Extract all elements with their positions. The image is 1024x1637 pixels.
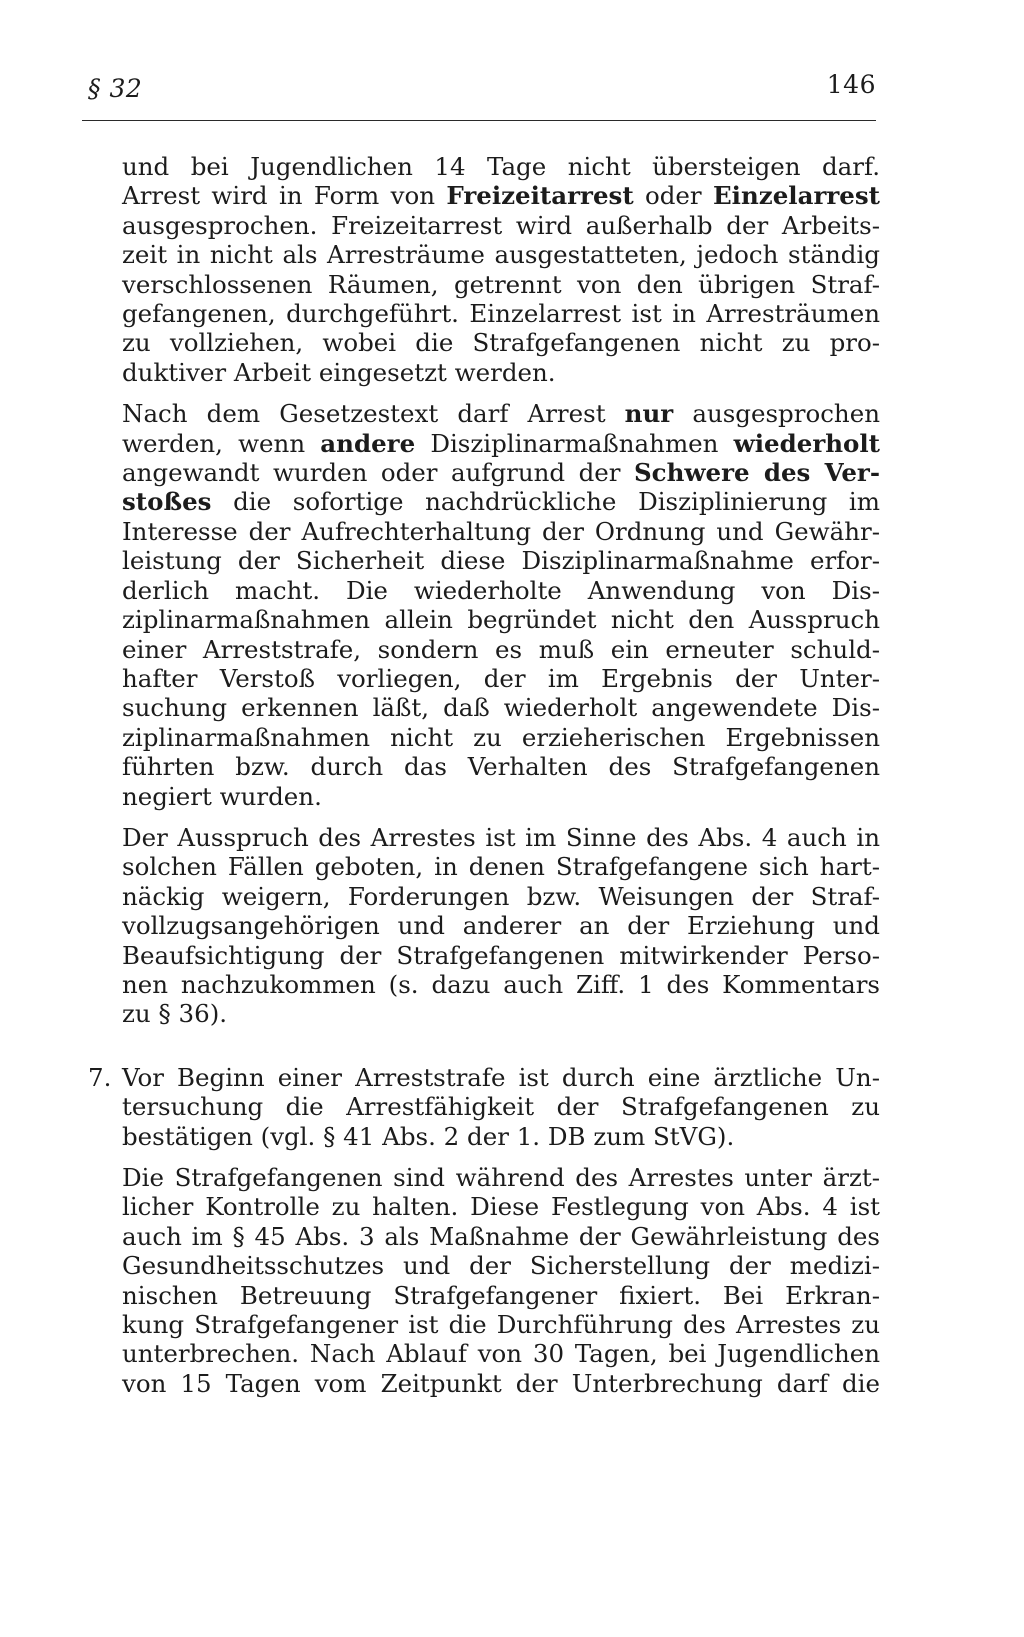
text-line: suchung erkennen läßt, daß wiederholt angewendete Dis- [122, 693, 880, 723]
bold-term: wiederholt [733, 428, 880, 458]
bold-term: Freizeitarrest [446, 181, 634, 211]
text-line: ziplinarmaßnahmen nicht zu erzieherischen Ergebnissen [122, 722, 880, 752]
bold-term: Schwere des Ver- [633, 458, 880, 488]
text-line: leistung der Sicherheit diese Disziplinarmaßnahme erfor- [122, 546, 880, 576]
text-line: tersuchung die Arrestfähigkeit der Strafgefangenen zu [122, 1092, 880, 1122]
paragraph [122, 152, 880, 387]
text-line: nischen Betreuung Strafgefangener fixiert. Bei Erkran- [122, 1280, 880, 1310]
bold-term: Einzelarrest [713, 181, 880, 211]
bold-term: andere [320, 428, 416, 458]
text-line: und bei Jugendlichen 14 Tage nicht übersteigen darf. [122, 152, 880, 181]
text-line: Nach dem Gesetzestext darf Arrest nur ausgesprochen [122, 399, 880, 429]
text-line: bestätigen (vgl. § 41 Abs. 2 der 1. DB zum StVG). [122, 1121, 735, 1151]
numbered-paragraph [88, 1062, 880, 1151]
paragraph-gap [122, 1029, 880, 1063]
item-number: 7. [88, 1062, 112, 1092]
text-line: ausgesprochen. Freizeitarrest wird außerhalb der Arbeits- [122, 210, 880, 240]
text-line: derlich macht. Die wiederholte Anwendung von Dis- [122, 575, 880, 605]
text-line: Interesse der Aufrechterhaltung der Ordnung und Gewähr- [122, 516, 880, 546]
text-line: gefangenen, durchgeführt. Einzelarrest ist in Arresträumen [122, 299, 880, 329]
text-line: werden, wenn andere Disziplinarmaßnahmen wiederholt [122, 428, 880, 458]
text-line: negiert wurden. [122, 781, 322, 811]
text-line: verschlossenen Räumen, getrennt von den übrigen Straf- [122, 269, 880, 299]
bold-term: nur [624, 399, 674, 429]
paragraph [122, 399, 880, 811]
paragraph [122, 1163, 880, 1398]
text-line: zeit in nicht als Arresträume ausgestatteten, jedoch ständig [122, 240, 880, 270]
text-line: licher Kontrolle zu halten. Diese Festlegung von Abs. 4 ist [122, 1192, 880, 1222]
running-head [84, 70, 876, 106]
text-line: Die Strafgefangenen sind während des Arrestes unter ärzt- [122, 1163, 880, 1192]
text-line: Gesundheitsschutzes und der Sicherstellung der medizi- [122, 1251, 880, 1281]
text-line: nen nachzukommen (s. dazu auch Ziff. 1 des Kommentars [122, 969, 880, 999]
text-line: solchen Fällen geboten, in denen Strafgefangene sich hart- [122, 852, 880, 882]
text-line: duktiver Arbeit eingesetzt werden. [122, 357, 556, 387]
text-line: Beaufsichtigung der Strafgefangenen mitwirkender Perso- [122, 940, 880, 970]
text-line: Der Ausspruch des Arrestes ist im Sinne des Abs. 4 auch in [122, 822, 880, 852]
paragraph-gap [122, 811, 880, 823]
text-line: näckig weigern, Forderungen bzw. Weisungen der Straf- [122, 881, 880, 911]
paragraph-gap [122, 387, 880, 399]
text-line: Vor Beginn einer Arreststrafe ist durch eine ärztliche Un- [122, 1062, 880, 1092]
text-line: vollzugsangehörigen und anderer an der Erziehung und [122, 911, 880, 941]
text-line: hafter Verstoß vorliegen, der im Ergebnis der Unter- [122, 663, 880, 693]
paragraph-gap [122, 1151, 880, 1163]
header-rule [82, 120, 876, 121]
text-line: zu § 36). [122, 999, 228, 1029]
text-line: unterbrechen. Nach Ablauf von 30 Tagen, bei Jugendlichen [122, 1339, 880, 1369]
text-line: angewandt wurden oder aufgrund der Schwere des Ver- [122, 458, 880, 488]
paragraph [122, 823, 880, 1029]
text-line: führten bzw. durch das Verhalten des Strafgefangenen [122, 752, 880, 782]
text-line: von 15 Tagen vom Zeitpunkt der Unterbrechung darf die [122, 1368, 880, 1398]
text-line: kung Strafgefangener ist die Durchführung des Arrestes zu [122, 1310, 880, 1340]
text-line: zu vollziehen, wobei die Strafgefangenen nicht zu pro- [122, 328, 880, 358]
bold-term: stoßes [122, 487, 212, 517]
text-line: Arrest wird in Form von Freizeitarrest oder Einzelarrest [122, 181, 880, 211]
text-line: einer Arreststrafe, sondern es muß ein erneuter schuld- [122, 634, 880, 664]
text-line: auch im § 45 Abs. 3 als Maßnahme der Gewährleistung des [122, 1221, 880, 1251]
text-line: ziplinarmaßnahmen allein begründet nicht den Ausspruch [122, 605, 880, 635]
body-text [88, 152, 880, 1398]
page-number: 146 [826, 70, 876, 99]
section-reference: § 32 [88, 74, 143, 103]
text-line: stoßes die sofortige nachdrückliche Disziplinierung im [122, 487, 880, 517]
